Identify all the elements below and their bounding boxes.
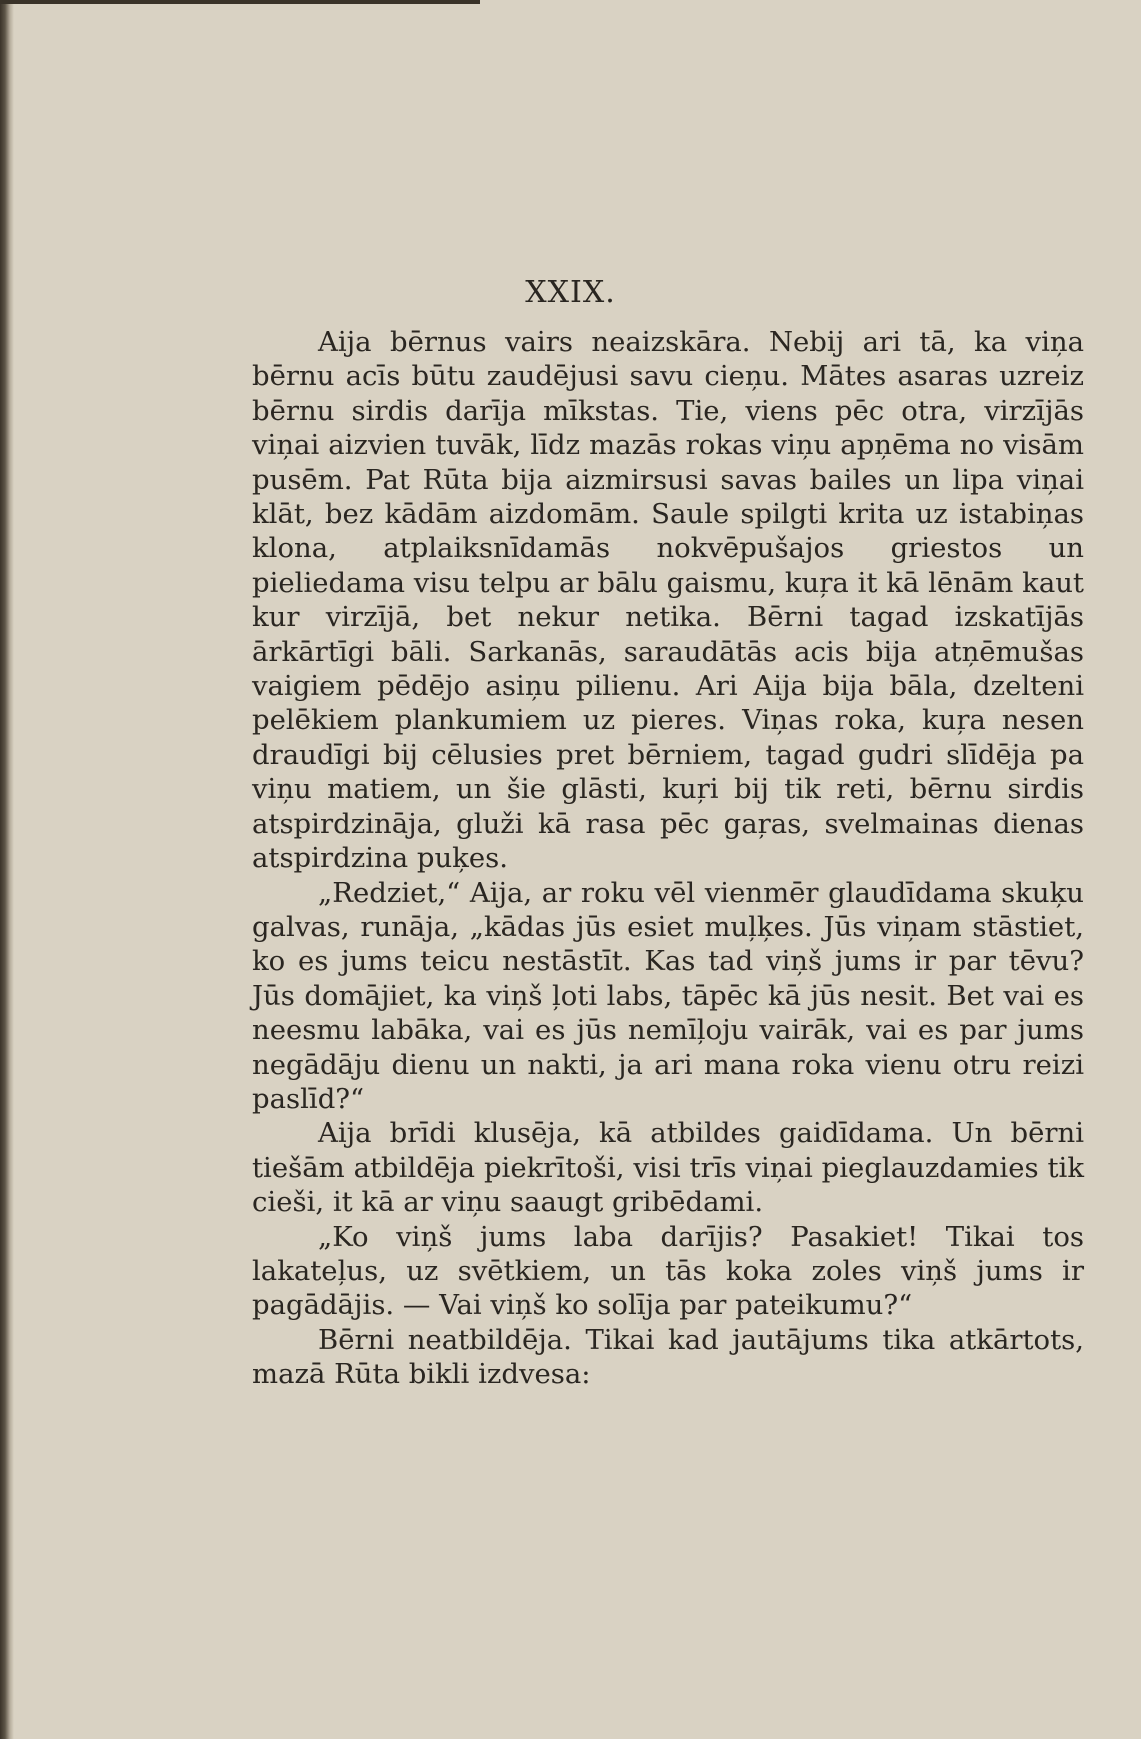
paragraph: Bērni neatbildēja. Tikai kad jautājums tika atkārtots, mazā Rūta bikli izdvesa: — [252, 1323, 1084, 1391]
page-top-edge — [0, 0, 480, 4]
body-text — [252, 325, 1084, 1392]
page-binding-edge — [0, 0, 14, 1739]
paragraph: Aija brīdi klusēja, kā atbildes gaidīdama. Un bērni tiešām atbildēja piekrītoši, visi trīs viņai pieglauzdamies tik cieši, it kā ar viņu saaugt gribēdami. — [252, 1117, 1084, 1219]
paragraph: Aija bērnus vairs neaizskāra. Nebij ari tā, ka viņa bērnu acīs būtu zaudējusi savu cieņu. Mātes asaras uzreiz bērnu sirdis darīja mīkstas. Tie, viens pēc otra, virzījās viņai aizvien tuvāk, līdz mazās rokas viņu apņēma no visām pusēm. Pat Rūta bija aizmirsusi savas bailes un lipa viņai klāt, bez kādām aizdomām. Saule spilgti krita uz istabiņas klona, atplaiksnīdamās nokvēpušajos griestos un pieliedama visu telpu ar bālu gaismu, kuŗa it kā lēnām kaut kur virzījā, bet nekur netika. Bērni tagad izskatījās ārkārtīgi bāli. Sarkanās, saraudātās acis bija atņēmušas vaigiem pēdējo asiņu pilienu. Ari Aija bija bāla, dzelteni pelēkiem plankumiem uz pieres. Viņas roka, kuŗa nesen draudīgi bij cēlusies pret bērniem, tagad gudri slīdēja pa viņu matiem, un šie glāsti, kuŗi bij tik reti, bērnu sirdis atspirdzināja, gluži kā rasa pēc gaŗas, svelmainas dienas atspirdzina puķes. — [252, 326, 1084, 875]
paragraph: „Redziet,“ Aija, ar roku vēl vienmēr glaudīdama skuķu galvas, runāja, „kādas jūs esiet muļķes. Jūs viņam stāstiet, ko es jums teicu nestāstīt. Kas tad viņš jums ir par tēvu? Jūs domājiet, ka viņš ļoti labs, tāpēc kā jūs nesit. Bet vai es neesmu labāka, vai es jūs nemīļoju vairāk, vai es par jums negādāju dienu un nakti, ja ari mana roka vienu otru reizi paslīd?“ — [252, 876, 1084, 1115]
paragraph: „Ko viņš jums laba darījis? Pasakiet! Tikai tos lakateļus, uz svētkiem, un tās koka zoles viņš jums ir pagādājis. — Vai viņš ko solīja par pateikumu?“ — [252, 1220, 1084, 1322]
chapter-heading: XXIX. — [525, 275, 616, 310]
